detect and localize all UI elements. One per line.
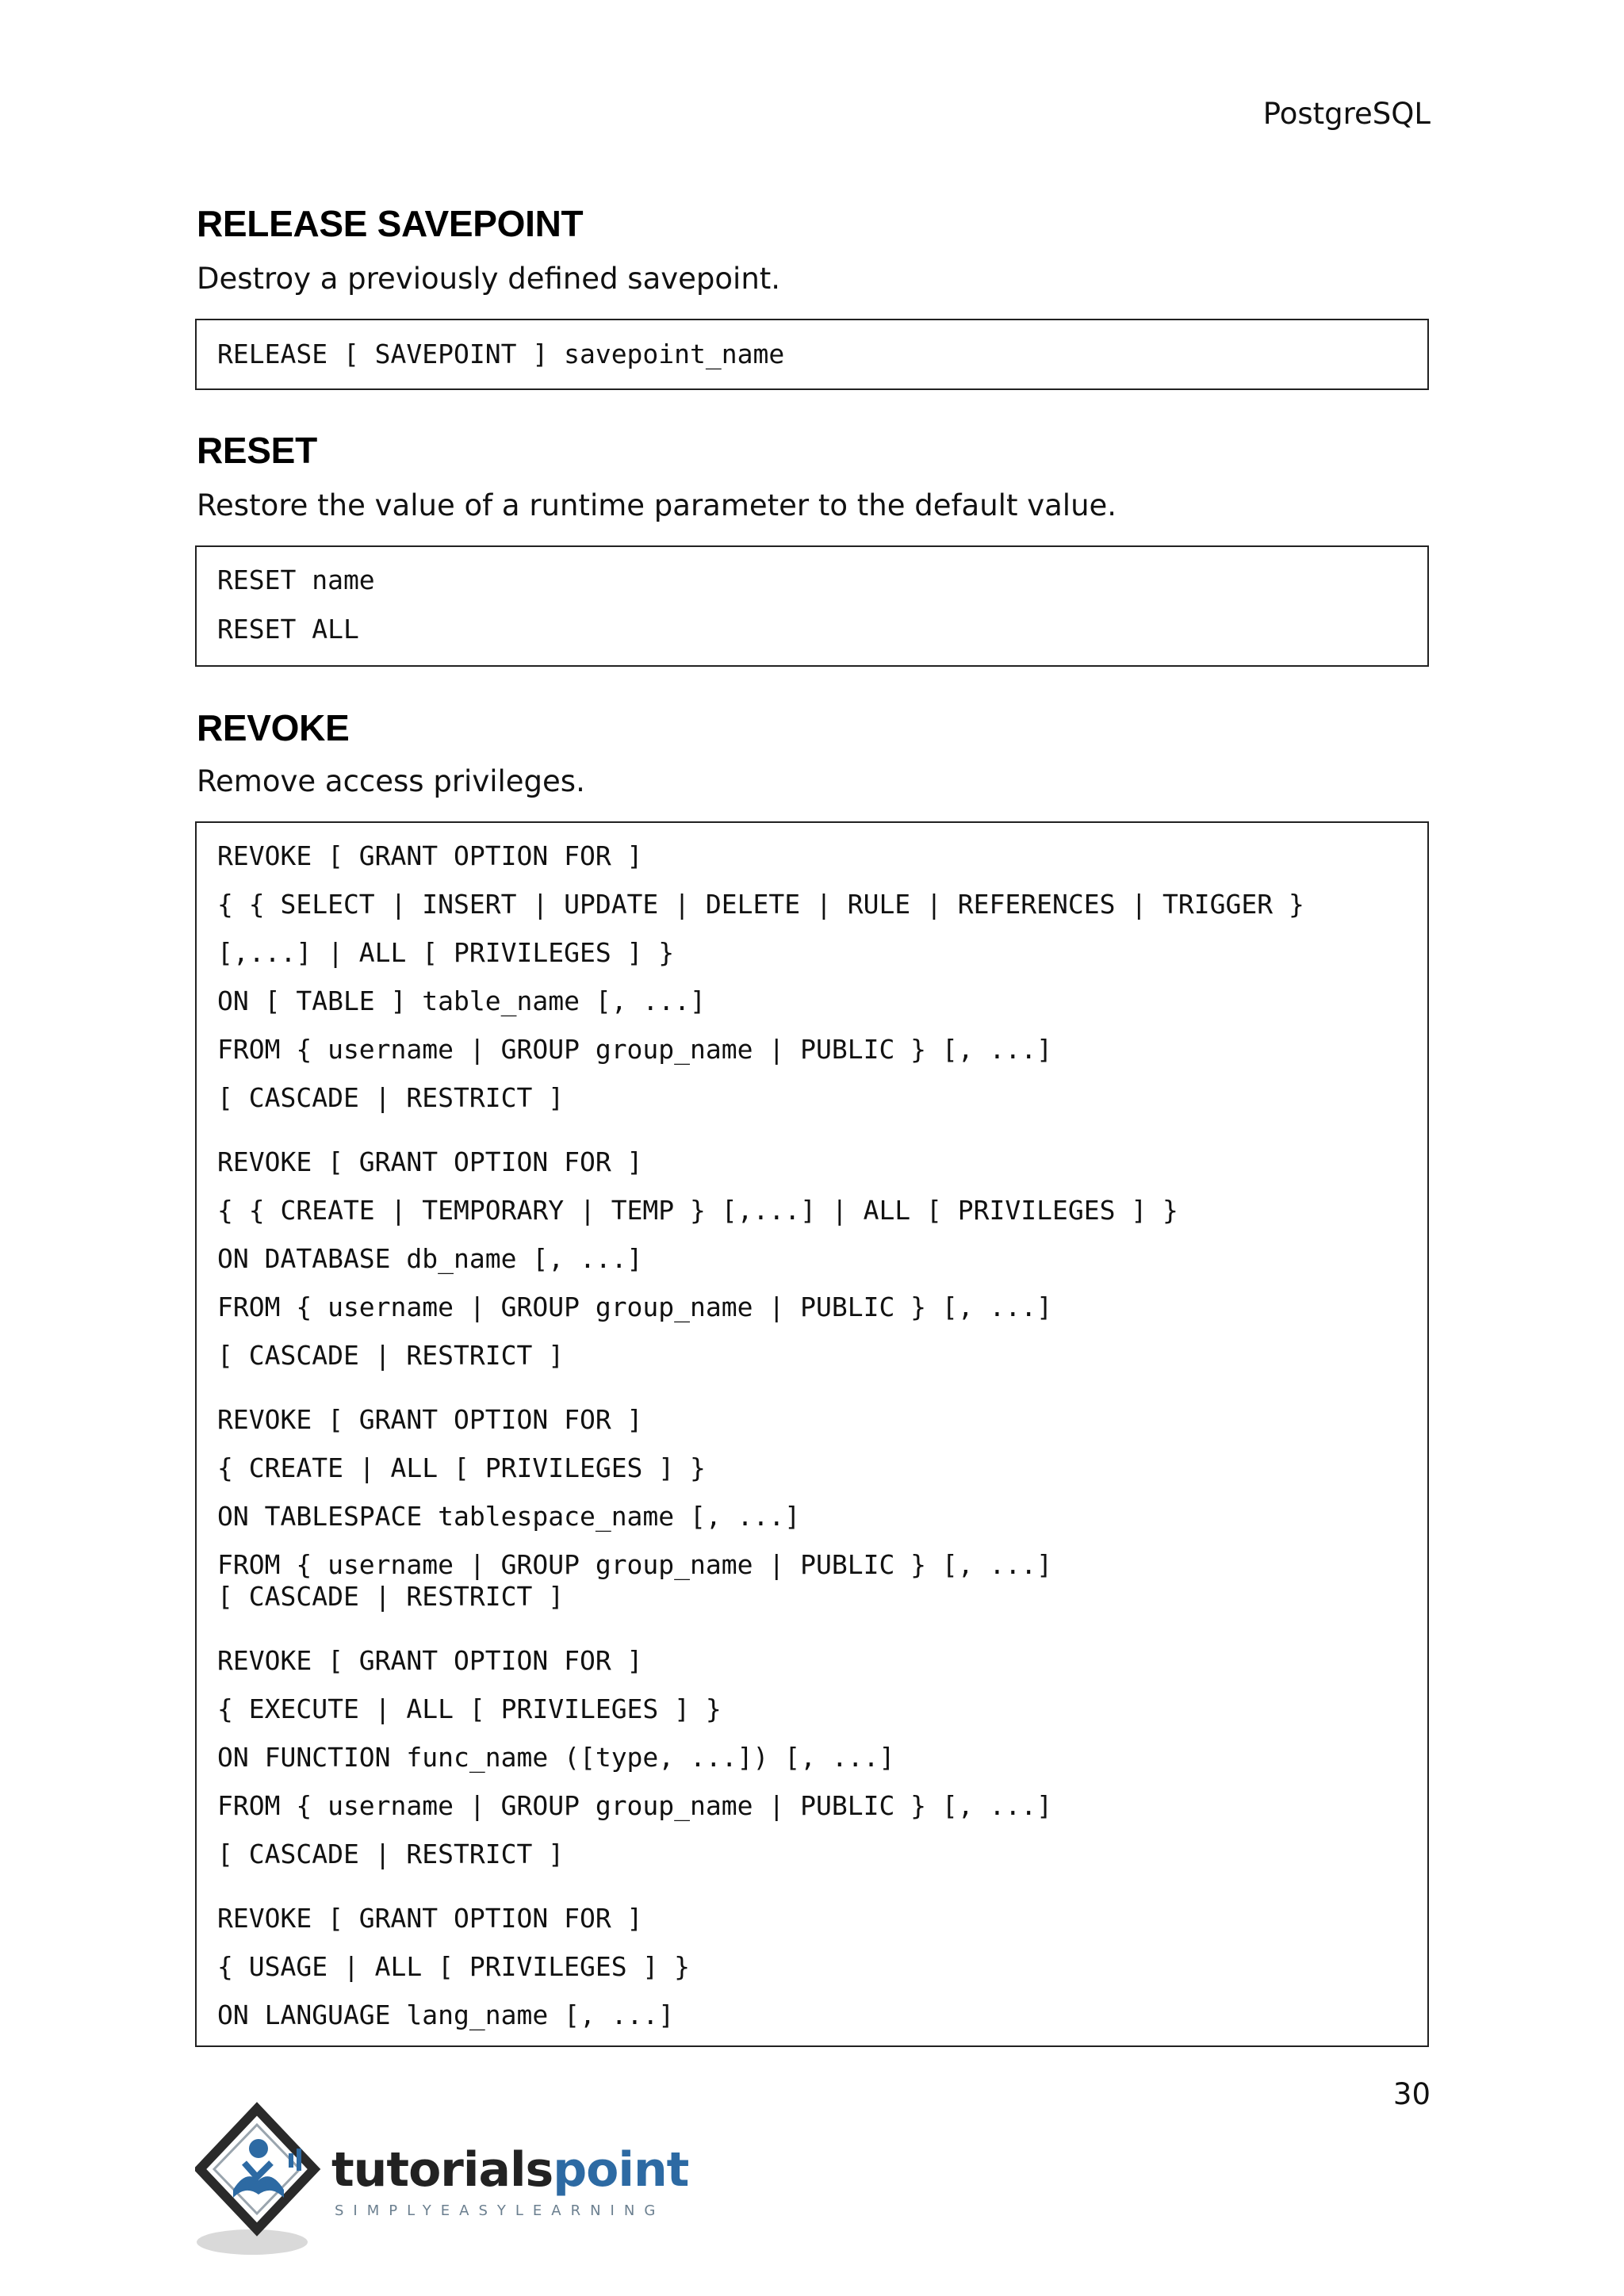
code-line: REVOKE [ GRANT OPTION FOR ] xyxy=(217,840,643,871)
code-line: [ CASCADE | RESTRICT ] xyxy=(217,1340,565,1371)
code-line: { EXECUTE | ALL [ PRIVILEGES ] } xyxy=(217,1693,722,1724)
code-line: [ CASCADE | RESTRICT ] xyxy=(217,1082,565,1113)
logo-emblem-icon xyxy=(195,2101,338,2260)
code-line: { USAGE | ALL [ PRIVILEGES ] } xyxy=(217,1951,691,1982)
section-heading-release-savepoint: RELEASE SAVEPOINT xyxy=(197,203,584,244)
code-line: RELEASE [ SAVEPOINT ] savepoint_name xyxy=(217,339,785,369)
code-line: { { SELECT | INSERT | UPDATE | DELETE | RULE | REFERENCES | TRIGGER } xyxy=(217,889,1304,920)
code-line: { { CREATE | TEMPORARY | TEMP } [,...] | ALL [ PRIVILEGES ] } xyxy=(217,1195,1178,1226)
code-line: REVOKE [ GRANT OPTION FOR ] xyxy=(217,1146,643,1177)
logo-word-tutorials: tutorials xyxy=(331,2142,553,2198)
code-line: [ CASCADE | RESTRICT ] xyxy=(217,1581,565,1612)
section-description: Restore the value of a runtime parameter to the default value. xyxy=(197,488,1117,522)
code-line: REVOKE [ GRANT OPTION FOR ] xyxy=(217,1903,643,1934)
code-line: FROM { username | GROUP group_name | PUBLIC } [, ...] xyxy=(217,1790,1052,1821)
code-line: REVOKE [ GRANT OPTION FOR ] xyxy=(217,1645,643,1676)
code-line: [ CASCADE | RESTRICT ] xyxy=(217,1839,565,1869)
section-description: Destroy a previously defined savepoint. xyxy=(197,262,781,296)
logo-tagline: SIMPLYEASYLEARNING xyxy=(335,2202,665,2219)
code-line: ON [ TABLE ] table_name [, ...] xyxy=(217,985,706,1016)
section-heading-revoke: REVOKE xyxy=(197,707,350,748)
code-line: REVOKE [ GRANT OPTION FOR ] xyxy=(217,1404,643,1435)
document-title: PostgreSQL xyxy=(1262,97,1431,131)
code-block-release-savepoint xyxy=(195,319,1429,390)
code-line: FROM { username | GROUP group_name | PUBLIC } [, ...] xyxy=(217,1034,1052,1065)
section-description: Remove access privileges. xyxy=(197,764,585,798)
code-line: ON LANGUAGE lang_name [, ...] xyxy=(217,1999,675,2030)
tutorialspoint-logo xyxy=(195,2101,687,2260)
page-number: 30 xyxy=(1392,2077,1431,2111)
section-heading-reset: RESET xyxy=(197,430,317,471)
code-line: FROM { username | GROUP group_name | PUBLIC } [, ...] xyxy=(217,1549,1052,1580)
logo-word-point: point xyxy=(553,2142,689,2198)
code-line: ON DATABASE db_name [, ...] xyxy=(217,1243,643,1274)
logo-wordmark xyxy=(331,2142,688,2198)
code-line: FROM { username | GROUP group_name | PUBLIC } [, ...] xyxy=(217,1292,1052,1322)
code-line: ON FUNCTION func_name ([type, ...]) [, ...] xyxy=(217,1742,895,1773)
code-line: [,...] | ALL [ PRIVILEGES ] } xyxy=(217,937,675,968)
code-line: { CREATE | ALL [ PRIVILEGES ] } xyxy=(217,1452,706,1483)
code-line: ON TABLESPACE tablespace_name [, ...] xyxy=(217,1501,801,1532)
code-line: RESET ALL xyxy=(217,614,359,645)
code-line: RESET name xyxy=(217,564,375,595)
code-block-reset xyxy=(195,545,1429,667)
code-block-revoke xyxy=(195,821,1429,2047)
